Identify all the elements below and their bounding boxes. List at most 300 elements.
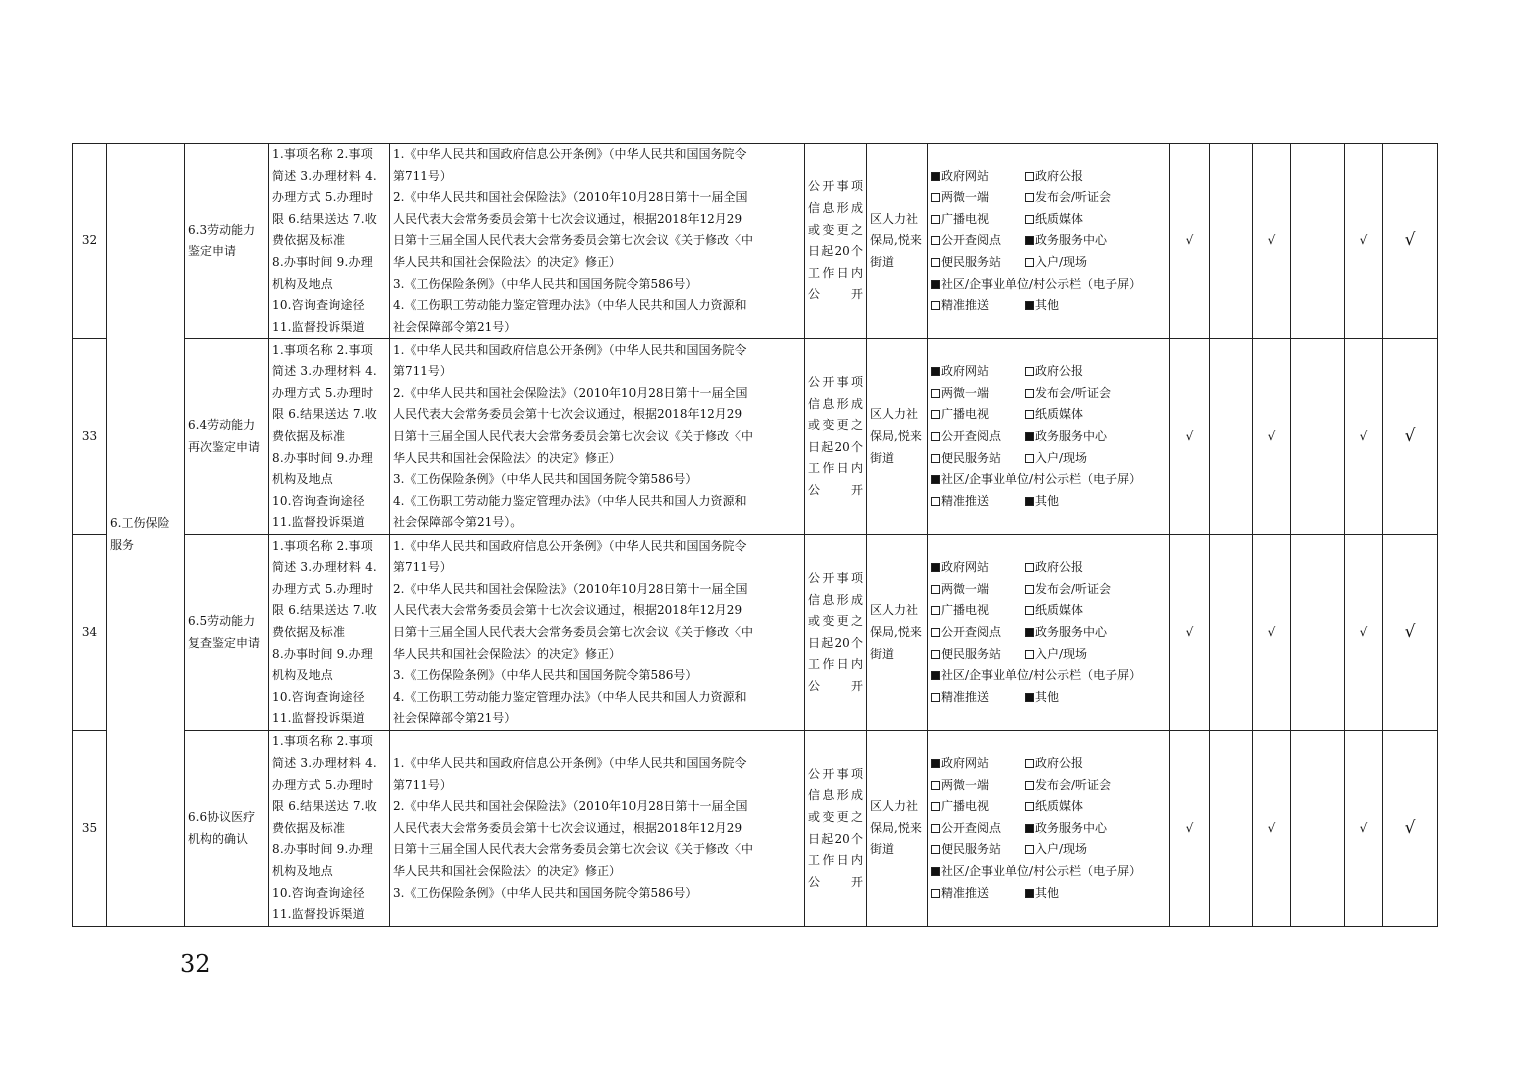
content-line: 费依据及标准 [272,429,346,444]
channel-label: 政府公报 [1035,755,1084,770]
content-line: 机构及地点 [272,668,334,683]
service-item-cell [185,339,269,535]
check-cell: √ [1383,535,1438,731]
channels-cell [928,731,1170,926]
channel-option [1025,491,1059,513]
department-cell [867,731,928,926]
table-body [73,144,1438,927]
basis-line: 1.《中华人民共和国政府信息公开条例》（中华人民共和国国务院令 [393,538,747,553]
channel-label: 其他 [1035,885,1060,900]
unchecked-box-icon [1025,759,1034,768]
content-line: 机构及地点 [272,472,334,487]
disclosure-basis-cell [390,535,805,731]
checked-box-icon [931,475,940,484]
service-item-label: 6.4劳动能力再次鉴定申请 [188,418,261,454]
checked-box-icon [931,867,940,876]
check-cell: √ [1253,535,1291,731]
basis-line: 日第十三届全国人民代表大会常务委员会第七次会议《关于修改〈中 [393,233,754,248]
check-cell: √ [1345,731,1383,926]
unchecked-box-icon [931,628,940,637]
time-limit-text: 公开事项信息形成或变更之日起20个工作日内公开 [808,375,863,498]
channel-option [931,600,1025,622]
check-cell: √ [1170,339,1210,535]
channel-label: 其他 [1035,298,1060,313]
disclosure-basis-cell [390,731,805,926]
channel-option [1025,426,1107,448]
channel-option [931,796,1025,818]
basis-line: 1.《中华人民共和国政府信息公开条例》（中华人民共和国国务院令 [393,342,747,357]
channel-label: 政务服务中心 [1035,429,1108,444]
content-line: 10.咨询查询途径 [272,689,365,704]
basis-line: 第711号） [393,777,452,792]
content-line: 限 6.结果送达 7.收 [272,211,377,226]
basis-line: 第711号） [393,364,452,379]
channel-option [1025,839,1087,861]
checked-box-icon [931,172,940,181]
channel-option [1025,383,1111,405]
category-cell [107,144,185,927]
channel-row [931,252,1166,274]
channels-cell [928,535,1170,731]
channel-option [1025,252,1087,274]
checked-box-icon [1025,628,1034,637]
channel-row [931,404,1166,426]
check-cell [1210,144,1253,339]
content-line: 简述 3.办理材料 4. [272,755,377,770]
content-line: 简述 3.办理材料 4. [272,168,377,183]
content-line: 办理方式 5.办理时 [272,385,374,400]
channel-label: 广播电视 [941,211,990,226]
channel-option [931,753,1025,775]
department-cell [867,339,928,535]
content-line: 8.办事时间 9.办理 [272,450,373,465]
department-text: 区人力社保局,悦来街道 [870,211,922,269]
content-line: 办理方式 5.办理时 [272,581,374,596]
channel-label: 公开查阅点 [941,233,1002,248]
channel-label: 政务服务中心 [1035,820,1108,835]
channel-label: 便民服务站 [941,254,1002,269]
check-cell: √ [1383,339,1438,535]
channel-option [1025,753,1083,775]
check-cell: √ [1253,144,1291,339]
channel-row [931,230,1166,252]
channel-label: 纸质媒体 [1035,407,1084,422]
channel-label: 其他 [1035,493,1060,508]
channel-row [931,883,1166,905]
unchecked-box-icon [931,606,940,615]
row-number: 34 [73,535,107,731]
channel-option [931,274,1141,296]
content-line: 1.事项名称 2.事项 [272,538,373,553]
channel-label: 政务服务中心 [1035,233,1108,248]
unchecked-box-icon [931,802,940,811]
basis-line: 人民代表大会常务委员会第十七次会议通过，根据2018年12月29 [393,407,743,422]
department-text: 区人力社保局,悦来街道 [870,799,922,857]
row-number: 32 [73,144,107,339]
channel-label: 广播电视 [941,603,990,618]
channel-label: 精准推送 [941,689,990,704]
channel-option [931,557,1025,579]
unchecked-box-icon [931,454,940,463]
channel-label: 发布会/听证会 [1035,190,1112,205]
basis-line: 4.《工伤职工劳动能力鉴定管理办法》（中华人民共和国人力资源和 [393,493,747,508]
unchecked-box-icon [1025,389,1034,398]
content-line: 费依据及标准 [272,233,346,248]
page-number: 32 [180,950,211,978]
channel-label: 两微一端 [941,581,990,596]
content-line: 8.办事时间 9.办理 [272,254,373,269]
channel-row [931,775,1166,797]
checked-box-icon [931,563,940,572]
channel-option [931,230,1025,252]
channel-row [931,187,1166,209]
channel-option [931,209,1025,231]
check-cell [1210,535,1253,731]
channel-option [1025,644,1087,666]
unchecked-box-icon [931,236,940,245]
time-limit-text: 公开事项信息形成或变更之日起20个工作日内公开 [808,179,863,302]
channel-label: 公开查阅点 [941,820,1002,835]
department-text: 区人力社保局,悦来街道 [870,407,922,465]
channel-label: 入户/现场 [1035,646,1088,661]
channel-label: 入户/现场 [1035,254,1088,269]
channel-row [931,491,1166,513]
channel-option [1025,187,1111,209]
unchecked-box-icon [1025,193,1034,202]
basis-line: 华人民共和国社会保险法〉的决定》修正） [393,863,622,878]
department-cell [867,535,928,731]
time-limit-cell [805,535,867,731]
basis-line: 日第十三届全国人民代表大会常务委员会第七次会议《关于修改〈中 [393,625,754,640]
channel-label: 发布会/听证会 [1035,777,1112,792]
row-number: 35 [73,731,107,926]
unchecked-box-icon [931,301,940,310]
channel-option [1025,166,1083,188]
basis-line: 3.《工伤保险条例》（中华人民共和国国务院令第586号） [393,276,698,291]
channel-option [931,404,1025,426]
channel-option [931,295,1025,317]
channel-label: 社区/企事业单位/村公示栏（电子屏） [941,668,1142,683]
unchecked-box-icon [931,258,940,267]
basis-line: 华人民共和国社会保险法〉的决定》修正） [393,254,622,269]
content-line: 简述 3.办理材料 4. [272,560,377,575]
content-line: 限 6.结果送达 7.收 [272,603,377,618]
check-cell [1291,535,1345,731]
channel-row [931,469,1166,491]
check-cell: √ [1345,339,1383,535]
unchecked-box-icon [1025,367,1034,376]
disclosure-content-cell [269,339,390,535]
channel-label: 政府公报 [1035,168,1084,183]
service-item-label: 6.5劳动能力复查鉴定申请 [188,614,261,650]
channel-label: 纸质媒体 [1035,799,1084,814]
channels-cell [928,339,1170,535]
checked-box-icon [931,367,940,376]
unchecked-box-icon [931,389,940,398]
service-item-cell [185,535,269,731]
service-item-cell [185,731,269,926]
channel-option [931,252,1025,274]
content-line: 1.事项名称 2.事项 [272,734,373,749]
channel-option [1025,557,1083,579]
disclosure-basis-cell [390,339,805,535]
content-line: 简述 3.办理材料 4. [272,364,377,379]
check-cell [1210,339,1253,535]
check-cell [1291,339,1345,535]
channel-row [931,579,1166,601]
check-cell: √ [1253,339,1291,535]
check-cell: √ [1345,144,1383,339]
channel-option [931,839,1025,861]
disclosure-content-cell [269,144,390,339]
channel-row [931,166,1166,188]
basis-line: 日第十三届全国人民代表大会常务委员会第七次会议《关于修改〈中 [393,842,754,857]
channel-row [931,274,1166,296]
channel-option [931,491,1025,513]
channel-option [1025,295,1059,317]
basis-line: 日第十三届全国人民代表大会常务委员会第七次会议《关于修改〈中 [393,429,754,444]
channel-label: 两微一端 [941,190,990,205]
channel-option [931,187,1025,209]
channel-label: 入户/现场 [1035,450,1088,465]
unchecked-box-icon [1025,258,1034,267]
checked-box-icon [1025,301,1034,310]
channel-row [931,818,1166,840]
basis-line: 2.《中华人民共和国社会保险法》（2010年10月28日第十一届全国 [393,385,748,400]
channel-label: 政府公报 [1035,560,1084,575]
channel-option [1025,361,1083,383]
unchecked-box-icon [931,432,940,441]
content-line: 10.咨询查询途径 [272,298,365,313]
channel-row [931,753,1166,775]
channel-label: 广播电视 [941,407,990,422]
basis-line: 第711号） [393,560,452,575]
channel-label: 政务服务中心 [1035,625,1108,640]
unchecked-box-icon [931,193,940,202]
channel-option [1025,775,1111,797]
channel-option [931,361,1025,383]
basis-line: 1.《中华人民共和国政府信息公开条例》（中华人民共和国国务院令 [393,147,747,161]
time-limit-cell [805,144,867,339]
check-cell: √ [1383,731,1438,926]
channel-label: 公开查阅点 [941,625,1002,640]
channel-label: 入户/现场 [1035,842,1088,857]
channel-label: 发布会/听证会 [1035,385,1112,400]
channel-row [931,209,1166,231]
time-limit-text: 公开事项信息形成或变更之日起20个工作日内公开 [808,571,863,694]
channel-option [931,448,1025,470]
unchecked-box-icon [1025,215,1034,224]
checked-box-icon [1025,889,1034,898]
channel-option [1025,818,1107,840]
checked-box-icon [1025,432,1034,441]
unchecked-box-icon [1025,781,1034,790]
channel-option [931,665,1141,687]
channel-option [931,861,1141,883]
check-cell: √ [1383,144,1438,339]
unchecked-box-icon [1025,454,1034,463]
channel-label: 其他 [1035,689,1060,704]
check-cell [1291,731,1345,926]
content-line: 1.事项名称 2.事项 [272,342,373,357]
category-label: 6.工伤保险服务 [110,516,170,552]
channel-row [931,861,1166,883]
unchecked-box-icon [931,845,940,854]
unchecked-box-icon [931,215,940,224]
channel-label: 公开查阅点 [941,429,1002,444]
channel-option [1025,600,1083,622]
disclosure-table [72,143,1438,927]
check-cell: √ [1170,535,1210,731]
channel-label: 广播电视 [941,799,990,814]
channel-row [931,383,1166,405]
channel-option [931,579,1025,601]
unchecked-box-icon [1025,172,1034,181]
unchecked-box-icon [1025,563,1034,572]
channel-label: 精准推送 [941,885,990,900]
channel-option [931,622,1025,644]
channel-label: 社区/企事业单位/村公示栏（电子屏） [941,472,1142,487]
basis-line: 人民代表大会常务委员会第十七次会议通过，根据2018年12月29 [393,211,743,226]
content-line: 机构及地点 [272,863,334,878]
content-line: 11.监督投诉渠道 [272,515,365,530]
check-cell: √ [1170,731,1210,926]
basis-line: 1.《中华人民共和国政府信息公开条例》（中华人民共和国国务院令 [393,755,747,770]
content-line: 11.监督投诉渠道 [272,319,365,334]
department-cell [867,144,928,339]
service-item-cell [185,144,269,339]
basis-line: 第711号） [393,168,452,183]
basis-line: 华人民共和国社会保险法〉的决定》修正） [393,450,622,465]
channel-label: 政府网站 [941,364,990,379]
channel-option [931,818,1025,840]
unchecked-box-icon [931,824,940,833]
basis-line: 2.《中华人民共和国社会保险法》（2010年10月28日第十一届全国 [393,799,748,814]
channel-option [931,687,1025,709]
content-line: 8.办事时间 9.办理 [272,842,373,857]
channel-label: 政府网站 [941,168,990,183]
unchecked-box-icon [931,693,940,702]
check-cell [1291,144,1345,339]
channel-row [931,644,1166,666]
content-line: 8.办事时间 9.办理 [272,646,373,661]
content-line: 费依据及标准 [272,625,346,640]
unchecked-box-icon [1025,802,1034,811]
content-line: 10.咨询查询途径 [272,493,365,508]
checked-box-icon [1025,236,1034,245]
table-row [73,339,1438,535]
channel-row [931,448,1166,470]
checked-box-icon [931,280,940,289]
channel-label: 便民服务站 [941,646,1002,661]
channel-label: 两微一端 [941,777,990,792]
checked-box-icon [931,759,940,768]
channel-label: 纸质媒体 [1035,603,1084,618]
unchecked-box-icon [1025,410,1034,419]
basis-line: 4.《工伤职工劳动能力鉴定管理办法》（中华人民共和国人力资源和 [393,298,747,313]
channel-label: 精准推送 [941,493,990,508]
channel-row [931,295,1166,317]
channels-cell [928,144,1170,339]
checked-box-icon [931,671,940,680]
channel-label: 便民服务站 [941,842,1002,857]
channel-option [1025,883,1059,905]
channel-label: 社区/企事业单位/村公示栏（电子屏） [941,863,1142,878]
basis-line: 社会保障部令第21号） [393,711,517,726]
unchecked-box-icon [1025,585,1034,594]
content-line: 机构及地点 [272,276,334,291]
channel-row [931,557,1166,579]
channel-option [931,166,1025,188]
time-limit-cell [805,731,867,926]
channel-option [1025,404,1083,426]
unchecked-box-icon [1025,650,1034,659]
check-cell [1210,731,1253,926]
channel-option [1025,687,1059,709]
basis-line: 社会保障部令第21号）。 [393,515,523,530]
channel-option [1025,209,1083,231]
channel-option [931,426,1025,448]
channel-label: 纸质媒体 [1035,211,1084,226]
unchecked-box-icon [931,889,940,898]
content-line: 办理方式 5.办理时 [272,190,374,205]
basis-line: 2.《中华人民共和国社会保险法》（2010年10月28日第十一届全国 [393,581,748,596]
channel-row [931,665,1166,687]
unchecked-box-icon [1025,845,1034,854]
channel-label: 政府网站 [941,560,990,575]
checked-box-icon [1025,824,1034,833]
basis-line: 3.《工伤保险条例》（中华人民共和国国务院令第586号） [393,668,698,683]
channel-row [931,600,1166,622]
basis-line: 4.《工伤职工劳动能力鉴定管理办法》（中华人民共和国人力资源和 [393,689,747,704]
content-line: 限 6.结果送达 7.收 [272,799,377,814]
content-line: 费依据及标准 [272,820,346,835]
basis-line: 华人民共和国社会保险法〉的决定》修正） [393,646,622,661]
channel-option [931,383,1025,405]
channel-row [931,687,1166,709]
disclosure-basis-cell [390,144,805,339]
channel-label: 精准推送 [941,298,990,313]
checked-box-icon [1025,693,1034,702]
table-row [73,144,1438,339]
unchecked-box-icon [931,781,940,790]
channel-label: 发布会/听证会 [1035,581,1112,596]
channel-label: 便民服务站 [941,450,1002,465]
basis-line: 人民代表大会常务委员会第十七次会议通过，根据2018年12月29 [393,820,743,835]
disclosure-content-cell [269,731,390,926]
channel-label: 政府网站 [941,755,990,770]
content-line: 限 6.结果送达 7.收 [272,407,377,422]
channel-row [931,426,1166,448]
content-line: 11.监督投诉渠道 [272,907,365,922]
row-number: 33 [73,339,107,535]
channel-option [1025,622,1107,644]
department-text: 区人力社保局,悦来街道 [870,603,922,661]
check-cell: √ [1170,144,1210,339]
basis-line: 2.《中华人民共和国社会保险法》（2010年10月28日第十一届全国 [393,190,748,205]
channel-option [931,469,1141,491]
service-item-label: 6.6协议医疗机构的确认 [188,809,256,846]
time-limit-text: 公开事项信息形成或变更之日起20个工作日内公开 [808,766,863,889]
service-item-label: 6.3劳动能力鉴定申请 [188,222,256,259]
content-line: 1.事项名称 2.事项 [272,147,373,161]
unchecked-box-icon [1025,606,1034,615]
channel-option [1025,230,1107,252]
channel-option [1025,448,1087,470]
channel-label: 两微一端 [941,385,990,400]
basis-line: 3.《工伤保险条例》（中华人民共和国国务院令第586号） [393,885,698,900]
channel-option [931,775,1025,797]
